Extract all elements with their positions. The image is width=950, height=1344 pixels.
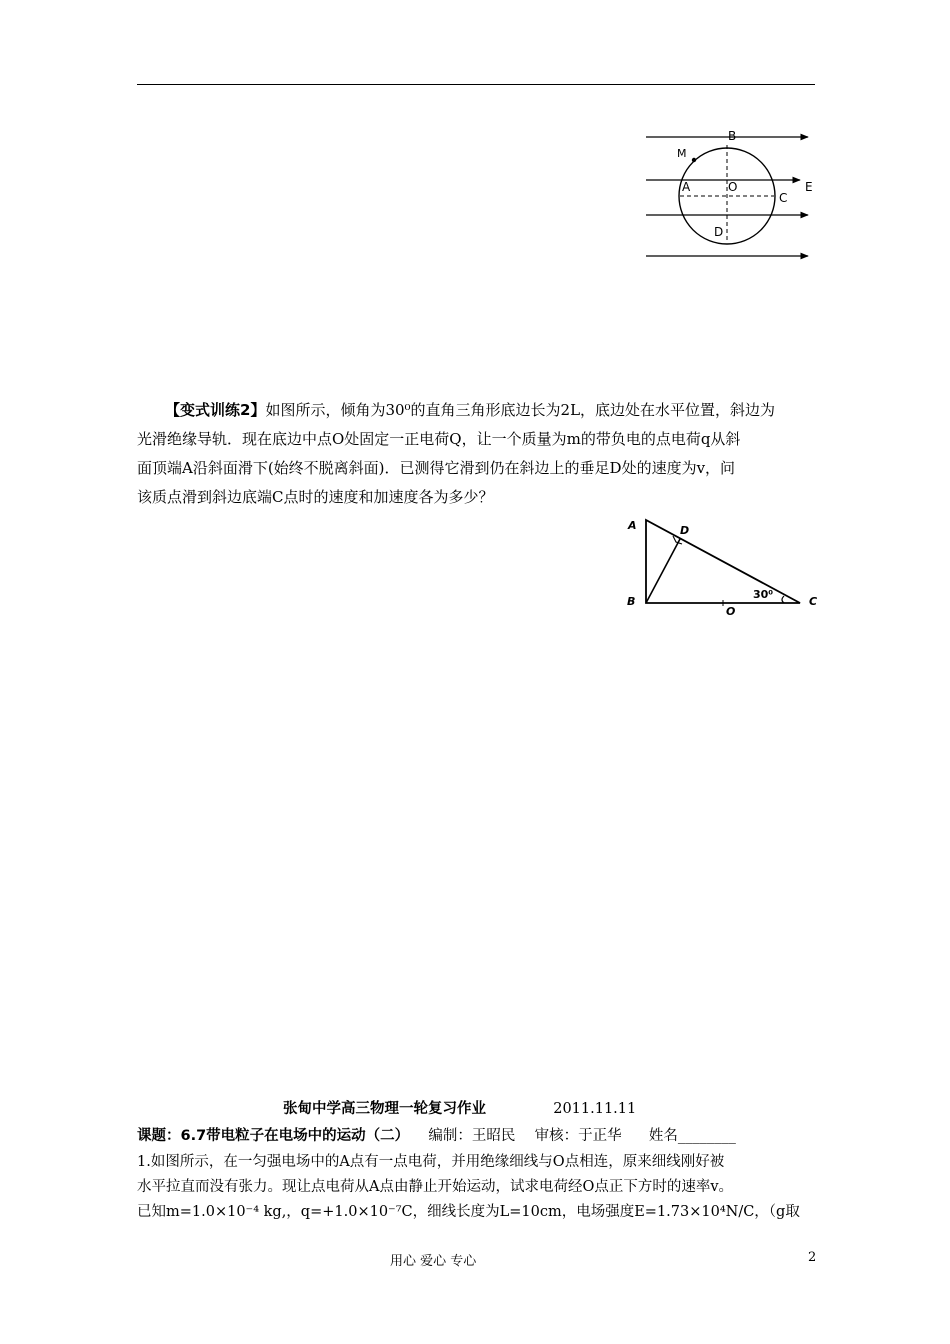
angle-arc: [782, 596, 784, 603]
label-a: A: [628, 519, 637, 532]
homework-title-row: [283, 1097, 950, 1118]
label-b: B: [728, 129, 737, 143]
angle-label: 30⁰: [753, 588, 774, 601]
exercise-2-line-4: 该质点滑到斜边底端C点时的速度和加速度各为多少？: [137, 488, 494, 506]
name-field: 姓名________: [648, 1128, 736, 1144]
exercise-2-line-3: 面顶端A沿斜面滑下(始终不脱离斜面)．已测得它滑到仍在斜边上的垂足D处的速度为v，问: [137, 459, 736, 477]
point-m: [692, 158, 696, 162]
label-d: D: [714, 225, 724, 239]
label-c: C: [809, 595, 818, 608]
question-1-line-2: 水平拉直而没有张力。现让点电荷从A点由静止开始运动，试求电荷经O点正下方时的速率v。: [137, 1179, 734, 1195]
label-o: O: [728, 180, 738, 194]
label-c: C: [779, 191, 788, 205]
question-1-line-1: 1.如图所示，在一匀强电场中的A点有一点电荷，并用绝缘细线与O点相连，原来细线刚好被: [137, 1154, 725, 1170]
perpendicular-bd: [646, 539, 680, 603]
label-m: M: [677, 147, 687, 160]
footer-motto: 用心 爱心 专心: [390, 1254, 477, 1269]
label-e: E: [805, 180, 813, 194]
exercise-2-text: [137, 396, 817, 512]
homework-date: 2011.11.11: [553, 1101, 637, 1117]
exercise-2-label: 【变式训练2】: [165, 401, 266, 419]
lesson-title: 课题：6.7带电粒子在电场中的运动（二）: [137, 1128, 410, 1144]
label-b: B: [627, 595, 636, 608]
header-rule: [137, 84, 815, 85]
page-number: 2: [808, 1250, 817, 1265]
label-d: D: [680, 524, 690, 537]
electric-field-circle-figure: [640, 125, 820, 265]
lesson-row: [137, 1124, 827, 1145]
reviewer: 审核：于正华: [534, 1128, 622, 1144]
exercise-2-line-2: 光滑绝缘导轨．现在底边中点O处固定一正电荷Q，让一个质量为m的带负电的点电荷q从斜: [137, 430, 741, 448]
triangle-abc: [646, 520, 800, 603]
question-1-line-3: 已知m=1.0×10⁻⁴ kg,，q=+1.0×10⁻⁷C，细线长度为L=10cm，电场强度E=1.73×10⁴N/C，（g取: [137, 1204, 800, 1220]
editor: 编制：王昭民: [428, 1128, 516, 1144]
exercise-2-line-1: 如图所示，倾角为30⁰的直角三角形底边长为2L，底边处在水平位置，斜边为: [265, 401, 776, 419]
label-o: O: [726, 605, 736, 617]
label-a: A: [682, 180, 691, 194]
school-title: 张甸中学高三物理一轮复习作业: [283, 1101, 486, 1117]
right-triangle-figure: [622, 512, 822, 617]
